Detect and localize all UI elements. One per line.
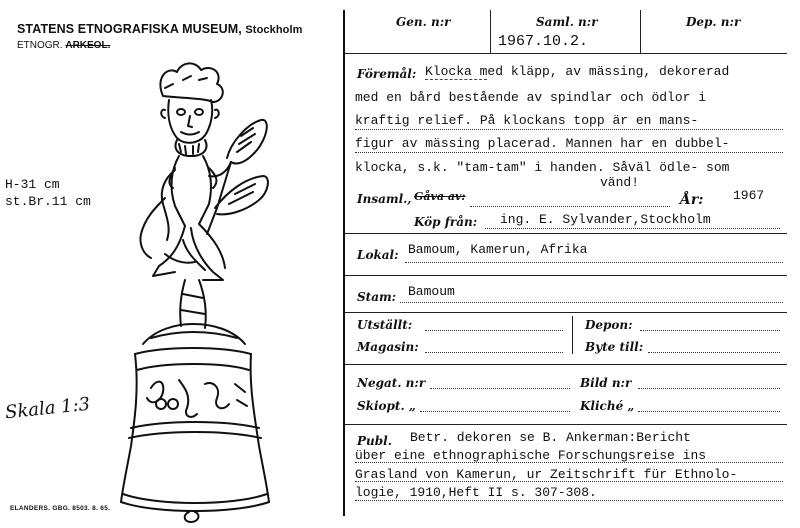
stam-rule: [400, 302, 783, 303]
utstallt-label: Utställt:: [357, 318, 413, 332]
figure-hat: [160, 63, 222, 102]
utstallt-rule: [425, 330, 563, 331]
ar-value: 1967: [733, 188, 765, 203]
saml-value: 1967.10.2.: [498, 33, 589, 50]
rule-1: [355, 129, 783, 130]
bild-rule: [638, 388, 780, 389]
byte-label: Byte till:: [585, 340, 644, 354]
ar-label: År:: [680, 192, 704, 208]
header-bottom-rule: [345, 53, 787, 54]
rule-after-magasin: [345, 364, 787, 365]
bell-body: [121, 354, 269, 502]
vand-note: vänd!: [600, 175, 640, 190]
kop-rule: [485, 228, 780, 229]
skiopt-label: Skiopt. „: [357, 399, 416, 413]
publ-rule-2: [355, 481, 783, 482]
lokal-label: Lokal:: [357, 248, 399, 262]
tam-tam-lower: [215, 176, 268, 214]
publ-rule-1: [355, 462, 783, 463]
foremal-label: Föremål:: [357, 67, 417, 81]
byte-rule: [648, 352, 780, 353]
depon-label: Depon:: [585, 318, 633, 332]
kop-value: ing. E. Sylvander,Stockholm: [500, 212, 711, 227]
description-line-2: med en bård bestående av spindlar och ödlor i: [355, 90, 707, 105]
figure-head: [168, 100, 212, 143]
gen-label: Gen. n:r: [396, 15, 451, 29]
rule-2: [355, 152, 783, 153]
insaml-struck: Gåva av:: [414, 190, 466, 203]
printer-mark: ELANDERS. GBG. 8503. 8. 65.: [10, 505, 111, 512]
museum-header: [17, 22, 303, 36]
rule-after-stam: [345, 312, 787, 313]
figure-torso: [172, 156, 211, 226]
tam-tam: [227, 120, 267, 164]
scale-note: Skala 1:3: [4, 393, 92, 424]
description-line-5: klocka, s.k. "tam-tam" i handen. Såväl ödle- som: [355, 160, 730, 175]
publ-line-2: über eine ethnographische Forschungsreise ins: [355, 448, 707, 463]
kop-label: Köp från:: [414, 215, 478, 229]
kliche-label: Kliché „: [580, 399, 635, 413]
description-line-4: figur av mässing placerad. Mannen har en dubbel-: [355, 136, 730, 151]
bild-label: Bild n:r: [580, 376, 632, 390]
width-value: st.Br.11 cm: [5, 194, 91, 209]
rule-after-kop: [345, 233, 787, 234]
magasin-label: Magasin:: [357, 340, 419, 354]
lokal-value: Bamoum, Kamerun, Afrika: [408, 242, 588, 257]
department-struck: ARKEOL.: [65, 40, 111, 51]
description-line-1: Klocka med kläpp, av mässing, dekorerad: [425, 64, 730, 79]
stam-value: Bamoum: [408, 284, 455, 299]
department-line: [17, 40, 110, 51]
kliche-rule: [638, 411, 780, 412]
rule-after-lokal: [345, 275, 787, 276]
publ-line-4: logie, 1910,Heft II s. 307-308.: [355, 485, 597, 500]
utstallt-divider: [572, 316, 573, 354]
lokal-rule: [405, 262, 783, 263]
header-divider-2: [640, 10, 641, 53]
department-prefix: ETNOGR.: [17, 40, 63, 51]
magasin-rule: [425, 352, 563, 353]
depon-rule: [640, 330, 780, 331]
publ-rule-3: [355, 500, 783, 501]
header-divider-1: [490, 10, 491, 53]
saml-label: Saml. n:r: [536, 15, 598, 29]
publ-label: Publ.: [357, 434, 392, 448]
klocka-underline: [425, 79, 487, 80]
insaml-label: Insaml.,: [357, 192, 412, 206]
insaml-rule: [470, 206, 670, 207]
clapper: [185, 512, 199, 522]
card-left-border: [343, 10, 345, 516]
museum-city: Stockholm: [245, 24, 303, 36]
museum-name: STATENS ETNOGRAFISKA MUSEUM,: [17, 22, 242, 36]
skiopt-rule: [420, 411, 570, 412]
stam-label: Stam:: [357, 290, 397, 304]
dep-label: Dep. n:r: [686, 15, 741, 29]
negat-label: Negat. n:r: [357, 376, 426, 390]
dimensions: [5, 176, 91, 210]
bell-figure-drawing: [95, 58, 295, 523]
publ-line-1: Betr. dekoren se B. Ankerman:Bericht: [410, 430, 691, 445]
height-value: H-31 cm: [5, 177, 60, 192]
rule-after-negat: [345, 424, 787, 425]
description-line-3: kraftig relief. På klockans topp är en mans-: [355, 113, 699, 128]
publ-line-3: Grasland von Kamerun, ur Zeitschrift für Ethnolo-: [355, 467, 738, 482]
negat-rule: [430, 388, 570, 389]
bell-crown: [143, 324, 245, 344]
